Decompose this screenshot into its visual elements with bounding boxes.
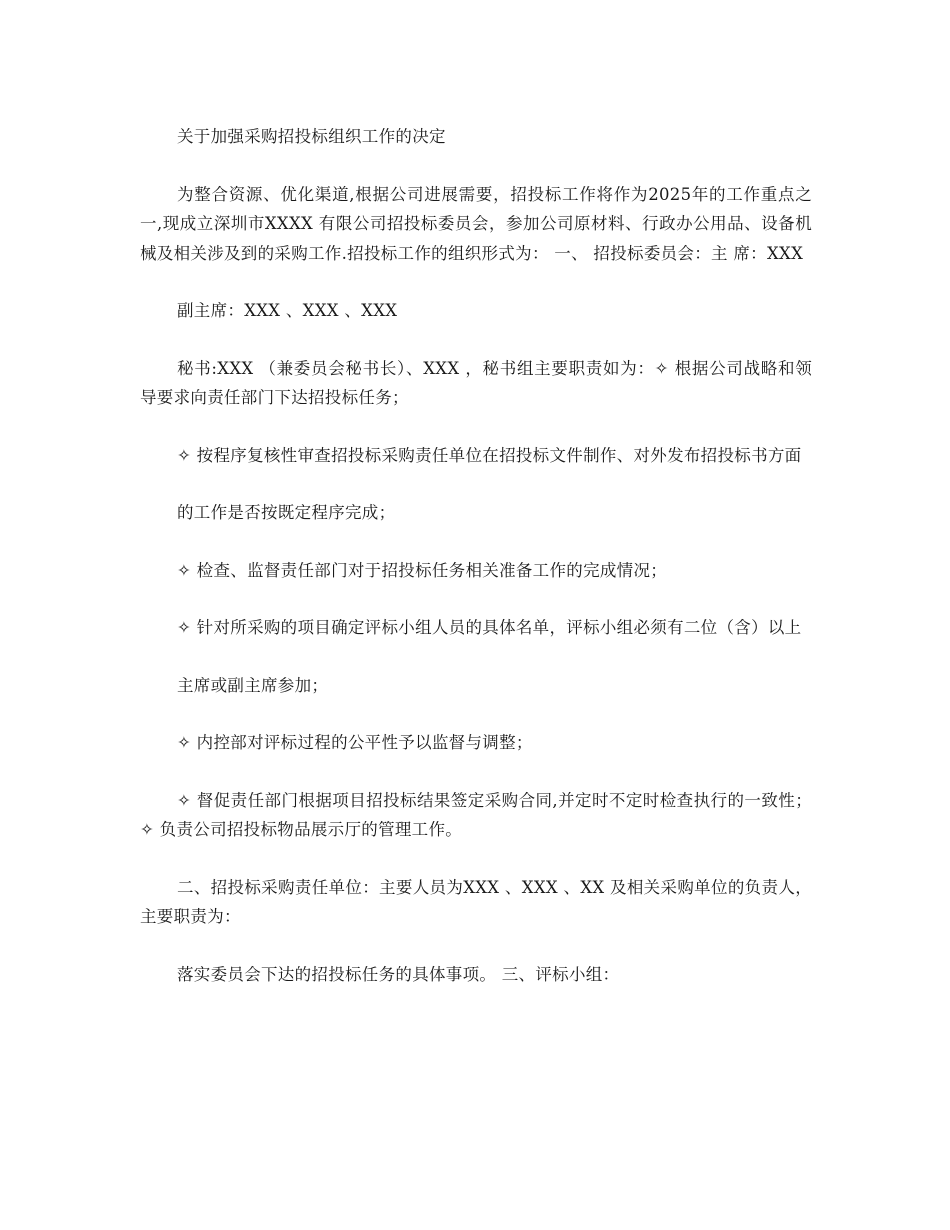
paragraph-duty-review-cont: 的工作是否按既定程序完成； <box>177 503 396 522</box>
paragraph-duty-internal-control: ✧ 内控部对评标过程的公平性予以监督与调整； <box>177 733 533 752</box>
paragraph-intro: 为整合资源、优化渠道,根据公司进展需要，招投标工作将作为2025年的工作重点之一,现成立深圳市XXXX 有限公司招投标委员会，参加公司原材料、行政办公用品、设备机械及相关涉及到的采购工作.招投标工作的组织形式为： 一、 招投标委员会：主 席：XXX <box>140 184 812 263</box>
paragraph-section-three: 落实委员会下达的招投标任务的具体事项。 三、评标小组： <box>177 964 620 984</box>
paragraph-duty-panel: ✧ 针对所采购的项目确定评标小组人员的具体名单，评标小组必须有二位（含）以上 <box>177 618 802 637</box>
document-title: 关于加强采购招投标组织工作的决定 <box>177 127 446 146</box>
paragraph-duty-contract: ✧ 督促责任部门根据项目招投标结果签定采购合同,并定时不定时检查执行的一致性； ✧ 负责公司招投标物品展示厅的管理工作。 <box>140 790 812 839</box>
paragraph-section-two: 二、招投标采购责任单位：主要人员为XXX 、XXX 、XX 及相关采购单位的负责人，主要职责为： <box>140 877 812 926</box>
paragraph-duty-review: ✧ 按程序复核性审查招投标采购责任单位在招投标文件制作、对外发布招投标书方面 <box>177 445 802 465</box>
paragraph-duty-panel-cont: 主席或副主席参加； <box>177 675 329 695</box>
paragraph-secretary: 秘书:XXX （兼委员会秘书长）、XXX ，秘书组主要职责如为：✧ 根据公司战略和领导要求向责任部门下达招投标任务； <box>140 358 812 407</box>
document-body <box>140 122 812 1017</box>
paragraph-vice-chairs: 副主席：XXX 、XXX 、XXX <box>177 301 398 320</box>
paragraph-duty-inspect: ✧ 检查、监督责任部门对于招投标任务相关准备工作的完成情况； <box>177 560 668 580</box>
